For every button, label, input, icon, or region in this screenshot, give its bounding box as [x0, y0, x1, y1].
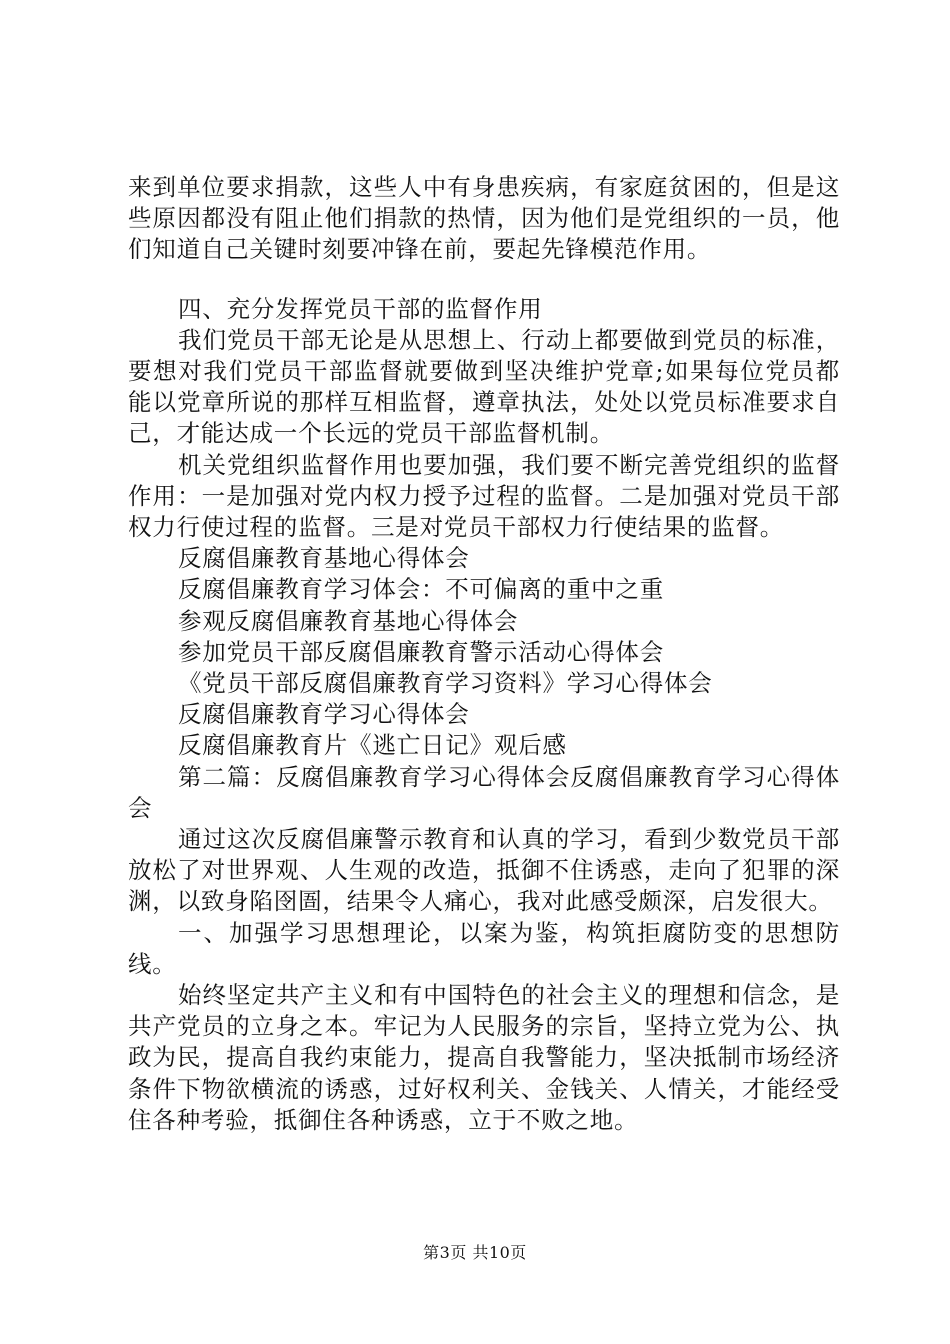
page-number: 第3页 共10页 [423, 1243, 527, 1262]
chapter-two-title: 第二篇：反腐倡廉教育学习心得体会反腐倡廉教育学习心得体会 [128, 762, 840, 822]
related-title-3: 参观反腐倡廉教育基地心得体会 [178, 606, 519, 635]
paragraph-ideals-beliefs: 始终坚定共产主义和有中国特色的社会主义的理想和信念，是共产党员的立身之本。牢记为人民服务的宗旨，坚持立党为公、执政为民，提高自我约束能力，提高自我警能力，坚决抵制市场经济条件下物欲横流的诱惑，过好权利关、金钱关、人情关，才能经受住各种考验，抵御住各种诱惑，立于不败之地。 [128, 981, 840, 1134]
paragraph-party-standard: 我们党员干部无论是从思想上、行动上都要做到党员的标准，要想对我们党员干部监督就要做到坚决维护党章;如果每位党员都能以党章所说的那样互相监督，遵章执法，处处以党员标准要求自己，才能达成一个长远的党员干部监督机制。 [128, 325, 840, 448]
paragraph-organization-supervision: 机关党组织监督作用也要加强，我们要不断完善党组织的监督作用：一是加强对党内权力授予过程的监督。二是加强对党员干部权力行使过程的监督。三是对党员干部权力行使结果的监督。 [128, 450, 840, 542]
document-body [128, 172, 840, 1136]
related-title-7: 反腐倡廉教育片《逃亡日记》观后感 [178, 731, 567, 760]
related-title-6: 反腐倡廉教育学习心得体会 [178, 700, 470, 729]
section-heading-supervision: 四、充分发挥党员干部的监督作用 [178, 294, 543, 323]
section-heading-study-theory: 一、加强学习思想理论，以案为鉴，构筑拒腐防变的思想防线。 [128, 918, 840, 978]
paragraph-warning-education: 通过这次反腐倡廉警示教育和认真的学习，看到少数党员干部放松了对世界观、人生观的改造，抵御不住诱惑，走向了犯罪的深渊，以致身陷囹圄，结果令人痛心，我对此感受颇深，启发很大。 [128, 825, 840, 916]
paragraph-continued-donation: 来到单位要求捐款，这些人中有身患疾病，有家庭贫困的，但是这些原因都没有阻止他们捐款的热情，因为他们是党组织的一员，他们知道自己关键时刻要冲锋在前，要起先锋模范作用。 [128, 173, 840, 264]
related-title-5: 《党员干部反腐倡廉教育学习资料》学习心得体会 [178, 669, 713, 698]
related-title-2: 反腐倡廉教育学习体会：不可偏离的重中之重 [178, 575, 664, 604]
related-title-1: 反腐倡廉教育基地心得体会 [178, 544, 470, 573]
related-title-4: 参加党员干部反腐倡廉教育警示活动心得体会 [178, 637, 664, 666]
